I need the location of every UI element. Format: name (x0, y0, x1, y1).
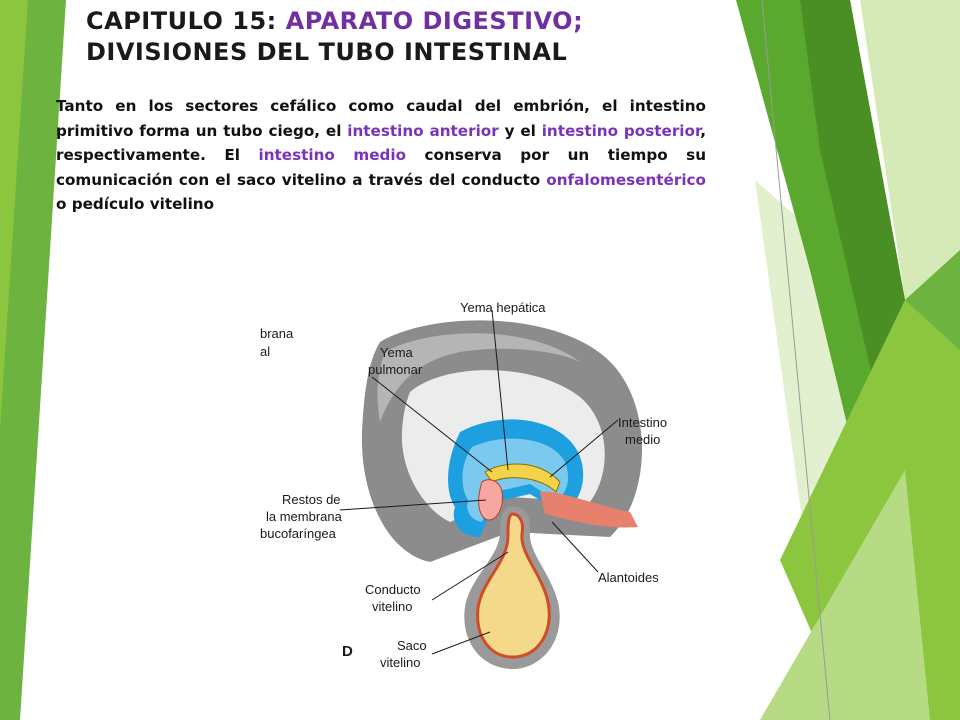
label-yema-pulmonar-1: Yema (380, 345, 413, 360)
label-intestino-medio-1: Intestino (618, 415, 668, 430)
body-segment: y el (498, 121, 542, 140)
title-prefix: CAPITULO 15: (86, 7, 286, 35)
body-segment: Tanto en los sectores cefálico como caudal del embrión, el intestino primitivo forma un tubo ciego, el (56, 97, 706, 140)
body-paragraph (56, 94, 706, 217)
label-membrana-1: brana (260, 326, 294, 341)
label-saco-1: Saco (397, 638, 427, 653)
label-membrana-2: al (260, 344, 271, 359)
label-alantoides: Alantoides (598, 570, 659, 585)
label-saco-2: vitelino (380, 655, 421, 670)
title-highlight: APARATO DIGESTIVO; (285, 7, 584, 35)
body-segment: o pedículo vitelino (56, 195, 215, 213)
body-term: intestino posterior (541, 121, 701, 140)
body-term: intestino medio (258, 146, 407, 164)
body-term: intestino anterior (347, 121, 499, 140)
embryo-figure (260, 282, 700, 687)
title-line-1 (86, 6, 583, 37)
body-segment: , respectivamente. El (56, 121, 706, 164)
label-restos-2: la membrana (266, 509, 342, 524)
label-yema-hepatica: Yema hepática (460, 300, 546, 315)
label-intestino-medio-2: medio (625, 432, 661, 447)
label-conducto-2: vitelino (372, 599, 413, 614)
label-conducto-1: Conducto (365, 582, 421, 597)
label-restos-3: bucofaríngea (260, 526, 336, 541)
label-yema-pulmonar-2: pulmonar (368, 362, 423, 377)
label-restos-1: Restos de (282, 492, 341, 507)
body-term: onfalomesentérico (546, 170, 706, 189)
panel-letter: D (342, 643, 353, 660)
title-line-2: DIVISIONES DEL TUBO INTESTINAL (86, 38, 568, 66)
slide-title (86, 6, 583, 68)
body-segment: conserva por un tiempo su comunicación con el saco vitelino a través del conducto (56, 146, 707, 189)
